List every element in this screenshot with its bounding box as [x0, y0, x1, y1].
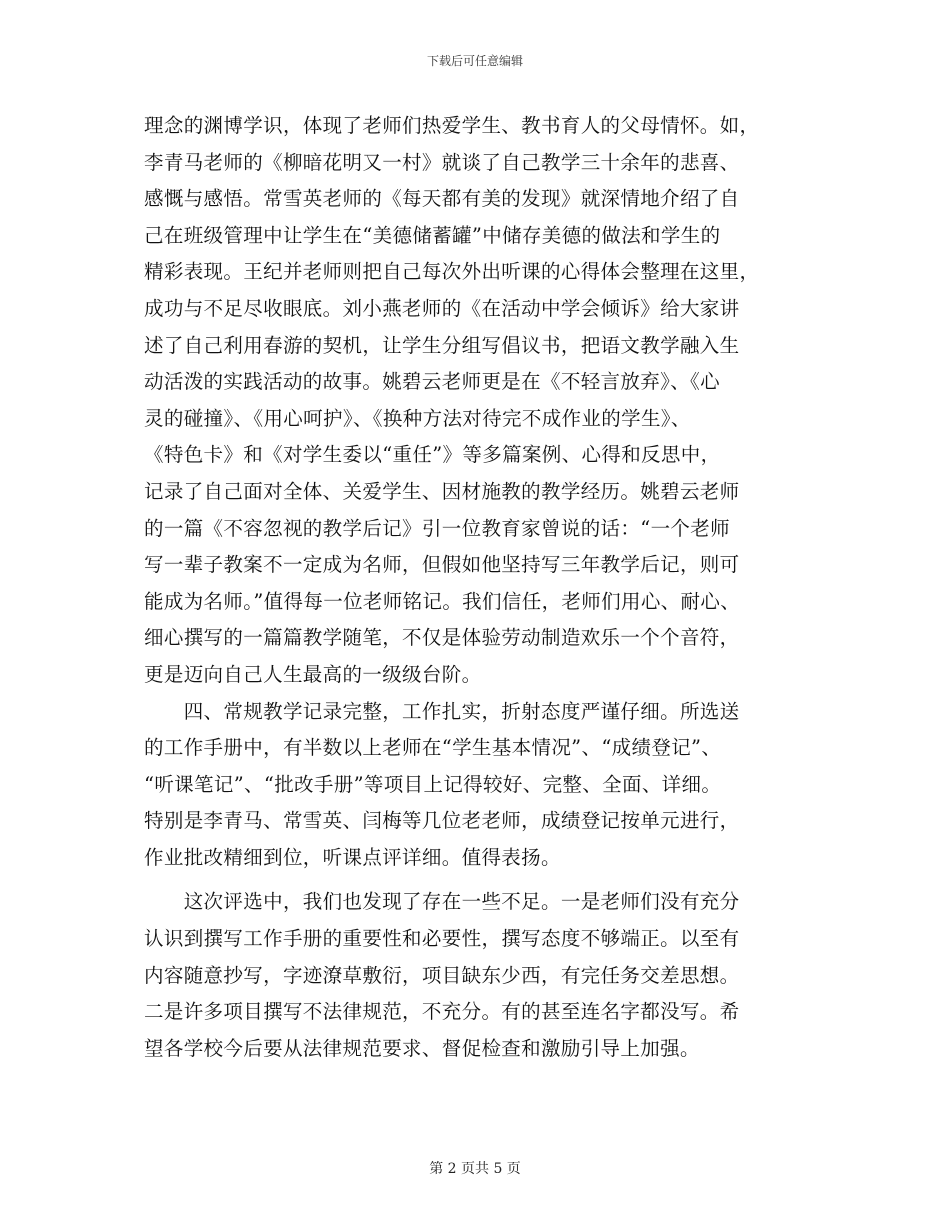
paragraph-3 — [144, 884, 814, 1067]
text-line: 能成为名师。”值得每一位老师铭记。我们信任，老师们用心、耐心、 — [144, 589, 741, 613]
text-line: “听课笔记”、“批改手册”等项目上记得较好、完整、全面、详细。 — [144, 772, 722, 796]
text-line: 四、常规教学记录完整，工作扎实，折射态度严谨仔细。所选送 — [144, 699, 740, 723]
text-line: 记录了自己面对全体、关爱学生、因材施教的教学经历。姚碧云老师 — [144, 479, 740, 503]
text-line: 作业批改精细到位，听课点评详细。值得表扬。 — [144, 845, 561, 869]
text-line: 二是许多项目撰写不法律规范，不充分。有的甚至连名字都没写。希 — [144, 1000, 740, 1024]
text-line: 的一篇《不容忽视的教学后记》引一位教育家曾说的话：“一个老师 — [144, 516, 730, 540]
text-line: 感慨与感悟。常雪英老师的《每天都有美的发现》就深情地介绍了自 — [144, 187, 740, 211]
text-line: 内容随意抄写，字迹潦草敷衍，项目缺东少西，有完任务交差思想。 — [144, 963, 740, 987]
text-line: 述了自己利用春游的契机，让学生分组写倡议书，把语文教学融入生 — [144, 333, 740, 357]
text-line: 李青马老师的《柳暗花明又一村》就谈了自己教学三十余年的悲喜、 — [144, 150, 740, 174]
text-line: 这次评选中，我们也发现了存在一些不足。一是老师们没有充分 — [144, 890, 740, 914]
text-line: 细心撰写的一篇篇教学随笔，不仅是体验劳动制造欢乐一个个音符， — [144, 626, 740, 650]
text-line: 动活泼的实践活动的故事。姚碧云老师更是在《不轻言放弃》、《心 — [144, 370, 721, 394]
page-footer: 第 2 页共 5 页 — [429, 1161, 521, 1177]
text-line: 望各学校今后要从法律规范要求、督促检查和激励引导上加强。 — [144, 1036, 700, 1060]
text-line: 认识到撰写工作手册的重要性和必要性，撰写态度不够端正。以至有 — [144, 927, 740, 951]
text-line: 精彩表现。王纪并老师则把自己每次外出听课的心得体会整理在这里， — [144, 260, 760, 284]
paragraph-spacer — [144, 876, 814, 884]
text-line: 更是迈向自己人生最高的一级级台阶。 — [144, 662, 482, 686]
page-header: 下载后可任意编辑 — [426, 54, 523, 68]
document-body — [144, 108, 814, 1067]
text-line: 的工作手册中，有半数以上老师在“学生基本情况”、“成绩登记”、 — [144, 736, 722, 760]
text-line: 《特色卡》和《对学生委以“重任”》等多篇案例、心得和反思中， — [144, 443, 721, 467]
paragraph-1 — [144, 108, 814, 694]
text-line: 成功与不足尽收眼底。刘小燕老师的《在活动中学会倾诉》给大家讲 — [144, 296, 740, 320]
text-line: 特别是李青马、常雪英、闫梅等几位老老师，成绩登记按单元进行， — [144, 809, 740, 833]
paragraph-2 — [144, 694, 814, 877]
text-line: 己在班级管理中让学生在“美德储蓄罐”中储存美德的做法和学生的 — [144, 223, 721, 247]
text-line: 理念的渊博学识，体现了老师们热爱学生、教书育人的父母情怀。如， — [144, 114, 760, 137]
text-line: 写一辈子教案不一定成为名师，但假如他坚持写三年教学后记，则可 — [144, 553, 740, 577]
text-line: 灵的碰撞》、《用心呵护》、《换种方法对待完不成作业的学生》、 — [144, 406, 691, 430]
